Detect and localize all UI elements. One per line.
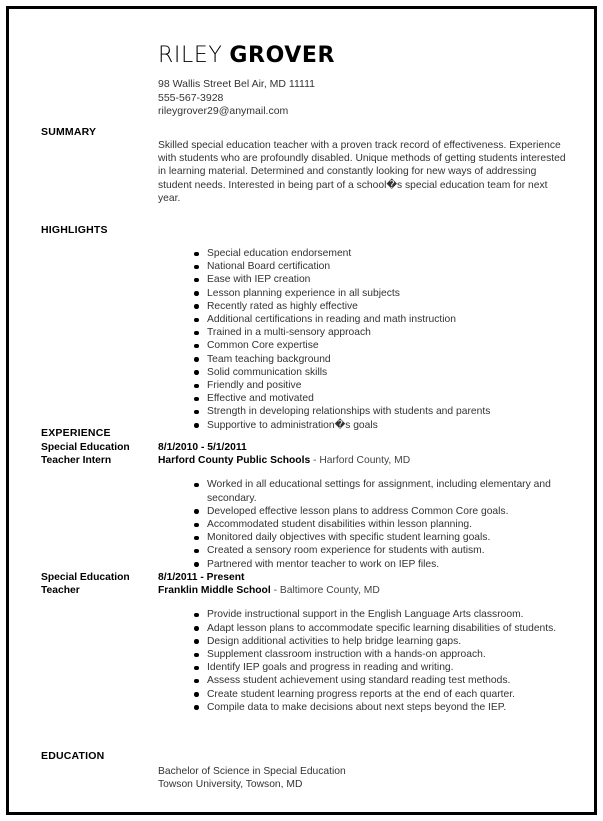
bullet-dot-icon	[194, 536, 199, 541]
bullet-dot-icon	[194, 613, 199, 618]
job-body-0	[158, 441, 570, 571]
job-bullet-item	[193, 505, 569, 518]
job-bullet-item	[193, 518, 569, 531]
bullet-dot-icon	[194, 370, 199, 375]
job-bullet-item	[193, 608, 569, 621]
job-organization-1	[158, 584, 570, 597]
bullet-dot-icon	[194, 666, 199, 671]
highlight-item	[193, 353, 573, 366]
job-bullet-item	[193, 558, 569, 571]
highlight-item-text: Ease with IEP creation	[207, 274, 311, 286]
highlight-item	[193, 247, 573, 260]
bullet-dot-icon	[194, 304, 199, 309]
highlight-item-text: Common Core expertise	[207, 340, 319, 352]
bullet-dot-icon	[194, 626, 199, 631]
resume-page	[9, 9, 594, 812]
section-label-education: EDUCATION	[41, 750, 105, 762]
job-bullet-item-text: Developed effective lesson plans to address Common Core goals.	[207, 505, 509, 517]
bullet-dot-icon	[194, 331, 199, 336]
highlight-item-text: National Board certification	[207, 261, 331, 273]
section-label-summary: SUMMARY	[41, 126, 97, 138]
job-bullet-item	[193, 661, 569, 674]
job-org-name-0: Harford County Public Schools	[158, 455, 311, 467]
highlights-body	[193, 247, 573, 432]
resume-page-border	[6, 6, 597, 815]
contact-email: rileygrover29@anymail.com	[158, 105, 289, 117]
highlight-item	[193, 419, 573, 432]
job-title-1: Special Education Teacher	[41, 572, 130, 597]
highlight-item-text: Solid communication skills	[207, 366, 328, 378]
bullet-dot-icon	[194, 397, 199, 402]
resume-header	[158, 41, 578, 119]
job-org-separator-1: -	[270, 585, 280, 597]
bullet-dot-icon	[194, 423, 199, 428]
highlight-item	[193, 300, 573, 313]
job-bullets-wrap-1	[193, 608, 569, 714]
job-bullet-item	[193, 701, 569, 714]
job-bullet-item	[193, 674, 569, 687]
job-bullet-item	[193, 622, 569, 635]
section-label-highlights: HIGHLIGHTS	[41, 224, 108, 236]
education-school: Towson University, Towson, MD	[158, 779, 303, 791]
job-bullet-item-text: Partnered with mentor teacher to work on IEP files.	[207, 558, 440, 570]
highlight-item	[193, 326, 573, 339]
highlight-item-text: Lesson planning experience in all subjects	[207, 287, 400, 299]
bullet-dot-icon	[194, 483, 199, 488]
bullet-dot-icon	[194, 523, 199, 528]
job-bullet-item	[193, 544, 569, 557]
highlights-list	[193, 247, 573, 432]
highlight-item	[193, 392, 573, 405]
highlight-item-text: Strength in developing relationships with students and parents	[207, 406, 491, 418]
education-body	[158, 765, 566, 791]
bullet-dot-icon	[194, 318, 199, 323]
contact-phone: 555-567-3928	[158, 91, 224, 104]
job-bullet-item-text: Provide instructional support in the English Language Arts classroom.	[207, 609, 524, 621]
contact-address: 98 Wallis Street Bel Air, MD 11111	[158, 78, 315, 90]
job-org-name-1: Franklin Middle School	[158, 585, 271, 597]
job-bullet-item	[193, 648, 569, 661]
bullet-dot-icon	[194, 549, 199, 554]
highlight-item-text: Friendly and positive	[207, 380, 302, 392]
highlight-item-text: Special education endorsement	[207, 248, 352, 259]
job-bullet-item	[193, 635, 569, 648]
bullet-dot-icon	[194, 344, 199, 349]
job-bullet-item-text: Design additional activities to help bridge learning gaps.	[207, 635, 462, 647]
job-bullet-item-text: Supplement classroom instruction with a hands-on approach.	[207, 649, 486, 661]
bullet-dot-icon	[194, 291, 199, 296]
job-bullet-item	[193, 688, 569, 701]
highlight-item-text: Effective and motivated	[207, 393, 314, 405]
highlight-item	[193, 379, 573, 392]
bullet-dot-icon	[194, 509, 199, 514]
bullet-dot-icon	[194, 357, 199, 362]
candidate-name	[158, 41, 578, 69]
highlight-item	[193, 273, 573, 286]
contact-info	[158, 78, 578, 119]
job-bullets-1	[193, 608, 569, 714]
job-bullet-item-text: Created a sensory room experience for students with autism.	[207, 545, 485, 557]
job-org-location-0: Harford County, MD	[319, 455, 411, 467]
job-org-location-1: Baltimore County, MD	[279, 585, 380, 597]
education-degree: Bachelor of Science in Special Education	[158, 766, 346, 777]
bullet-dot-icon	[194, 252, 199, 257]
job-bullet-item-text: Identify IEP goals and progress in reading and writing.	[207, 662, 454, 674]
bullet-dot-icon	[194, 384, 199, 389]
job-bullet-item-text: Accommodated student disabilities within lesson planning.	[207, 519, 473, 531]
job-bullet-item-text: Create student learning progress reports at the end of each quarter.	[207, 688, 515, 700]
bullet-dot-icon	[194, 265, 199, 270]
job-bullet-item	[193, 478, 569, 504]
job-bullet-item-text: Compile data to make decisions about next steps beyond the IEP.	[207, 701, 507, 713]
job-bullet-item-text: Assess student achievement using standard reading test methods.	[207, 675, 511, 687]
summary-body	[158, 139, 566, 205]
highlight-item-text: Trained in a multi-sensory approach	[207, 327, 371, 339]
highlight-item	[193, 260, 573, 273]
candidate-first-name: RILEY	[158, 43, 223, 68]
highlight-item	[193, 366, 573, 379]
bullet-dot-icon	[194, 653, 199, 658]
bullet-dot-icon	[194, 639, 199, 644]
highlight-item	[193, 313, 573, 326]
candidate-last-name: GROVER	[229, 43, 336, 68]
job-bullet-item-text: Adapt lesson plans to accommodate specific learning disabilities of students.	[207, 622, 557, 634]
job-bullets-wrap-0	[193, 478, 569, 570]
job-bullets-0	[193, 478, 569, 570]
job-org-separator-0: -	[310, 455, 320, 467]
bullet-dot-icon	[194, 278, 199, 283]
bullet-dot-icon	[194, 692, 199, 697]
highlight-item-text: Supportive to administration�s goals	[207, 419, 378, 431]
job-bullet-item-text: Worked in all educational settings for assignment, including elementary and secondary.	[207, 479, 551, 504]
job-body-1	[158, 571, 570, 714]
summary-text: Skilled special education teacher with a proven track record of effectiveness. Experience with students who are profoundly disabled. Unique methods of getting students interested in learning material. Determined and constantly looking for new ways of addressing student needs. Interested in being part of a school�s special education team for next year.	[158, 140, 566, 204]
highlight-item-text: Team teaching background	[207, 353, 331, 365]
highlight-item	[193, 405, 573, 418]
highlight-item-text: Recently rated as highly effective	[207, 300, 358, 312]
bullet-dot-icon	[194, 679, 199, 684]
job-dates-0: 8/1/2010 - 5/1/2011	[158, 442, 247, 453]
job-title-0: Special Education Teacher Intern	[41, 442, 130, 467]
bullet-dot-icon	[194, 410, 199, 415]
bullet-dot-icon	[194, 562, 199, 567]
job-bullet-item	[193, 531, 569, 544]
section-label-experience: EXPERIENCE	[41, 427, 111, 439]
highlight-item	[193, 339, 573, 352]
job-dates-1: 8/1/2011 - Present	[158, 572, 245, 583]
job-bullet-item-text: Monitored daily objectives with specific student learning goals.	[207, 532, 491, 544]
job-organization-0	[158, 454, 570, 467]
bullet-dot-icon	[194, 705, 199, 710]
highlight-item	[193, 287, 573, 300]
highlight-item-text: Additional certifications in reading and math instruction	[207, 314, 456, 326]
